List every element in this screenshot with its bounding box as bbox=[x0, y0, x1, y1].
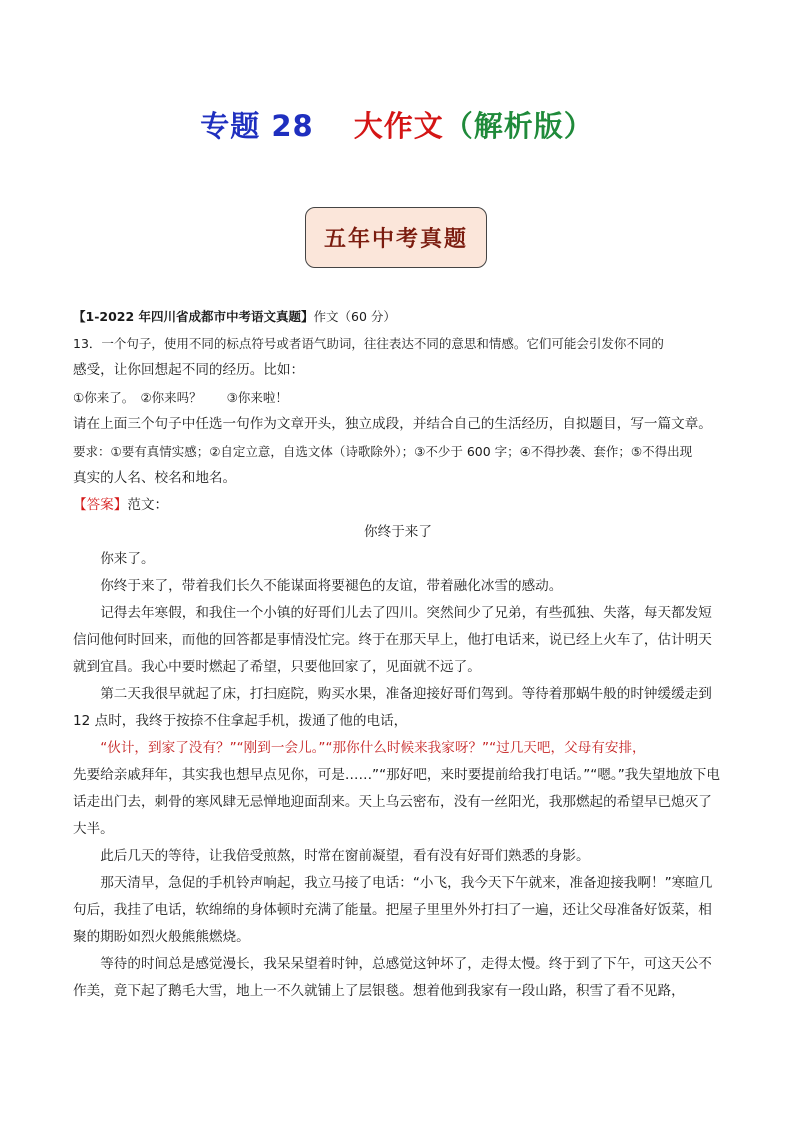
essay-paragraph: 那天清早，急促的手机铃声响起，我立马接了电话：“小飞，我今天下午就来，准备迎接我啊！”寒暄几句后，我挂了电话，软绵绵的身体顿时充满了能量。把屋子里里外外打扫了一遍，还让父母准备好饭菜，相聚的期盼如烈火般熊熊燃烧。 bbox=[73, 875, 713, 945]
question-examples: ①你来了。 ②你来吗？ ③你来啦！ bbox=[73, 390, 288, 405]
title-topic-number: 专题 28 bbox=[200, 109, 314, 143]
essay-title: 你终于来了 bbox=[364, 524, 432, 540]
document-body bbox=[73, 303, 723, 1005]
essay-paragraph: 先要给亲戚拜年，其实我也想早点见你，可是……”“那好吧，来时要提前给我打电话。”“嗯。”我失望地放下电话走出门去，刺骨的寒风肆无忌惮地迎面刮来。天上乌云密布，没有一丝阳光，我那燃起的希望早已熄灭了大半。 bbox=[73, 767, 720, 837]
question-instruction: 请在上面三个句子中任选一句作为文章开头，独立成段，并结合自己的生活经历，自拟题目，写一篇文章。 bbox=[73, 416, 712, 432]
answer-rest: 范文： bbox=[127, 497, 169, 513]
answer-heading bbox=[73, 492, 723, 519]
essay-paragraph: 你来了。 bbox=[100, 551, 155, 567]
essay-paragraph: 记得去年寒假，和我住一个小镇的好哥们儿去了四川。突然间少了兄弟，有些孤独、失落，每天都发短信问他何时回来，而他的回答都是事情没忙完。终于在那天早上，他打电话来，说已经上火车了，估计明天就到宜昌。我心中要时燃起了希望，只要他回家了，见面就不远了。 bbox=[73, 605, 712, 675]
question-source-rest: 作文（60 分） bbox=[313, 309, 396, 324]
answer-label: 【答案】 bbox=[73, 497, 128, 513]
essay-paragraph: “伙计，到家了没有？”“刚到一会儿。”“那你什么时候来我家呀？”“过几天吧，父母有安排， bbox=[100, 740, 646, 756]
question-source-label: 【1-2022 年四川省成都市中考语文真题】 bbox=[73, 309, 314, 324]
question-source bbox=[73, 303, 723, 330]
essay-paragraph: 此后几天的等待，让我倍受煎熬，时常在窗前凝望，看有没有好哥们熟悉的身影。 bbox=[100, 848, 590, 864]
question-prompt-line2: 感受，让你回想起不同的经历。比如： bbox=[73, 362, 305, 378]
title-subject: 大作文 bbox=[353, 109, 444, 143]
question-prompt-line1: 13．一个句子，使用不同的标点符号或者语气助词，往往表达不同的意思和情感。它们可能会引发你不同的 bbox=[73, 336, 664, 351]
section-heading-box: 五年中考真题 bbox=[305, 207, 487, 268]
page-title bbox=[0, 104, 794, 145]
question-requirements-line1: 要求：①要有真情实感；②自定立意，自选文体（诗歌除外）；③不少于 600 字；④不得抄袭、套作；⑤不得出现 bbox=[73, 444, 693, 459]
title-edition: （解析版） bbox=[443, 109, 594, 143]
question-requirements-line2: 真实的人名、校名和地名。 bbox=[73, 470, 237, 486]
essay-paragraph: 第二天我很早就起了床，打扫庭院，购买水果，准备迎接好哥们驾到。等待着那蜗牛般的时钟缓缓走到 12 点时，我终于按捺不住拿起手机，拨通了他的电话， bbox=[73, 686, 712, 729]
essay-paragraph: 你终于来了，带着我们长久不能谋面将要褪色的友谊，带着融化冰雪的感动。 bbox=[100, 578, 563, 594]
essay-paragraph: 等待的时间总是感觉漫长，我呆呆望着时钟，总感觉这钟坏了，走得太慢。终于到了下午，可这天公不作美，竟下起了鹅毛大雪，地上一不久就铺上了层银毯。想着他到我家有一段山路，积雪了看不见路， bbox=[73, 956, 712, 999]
